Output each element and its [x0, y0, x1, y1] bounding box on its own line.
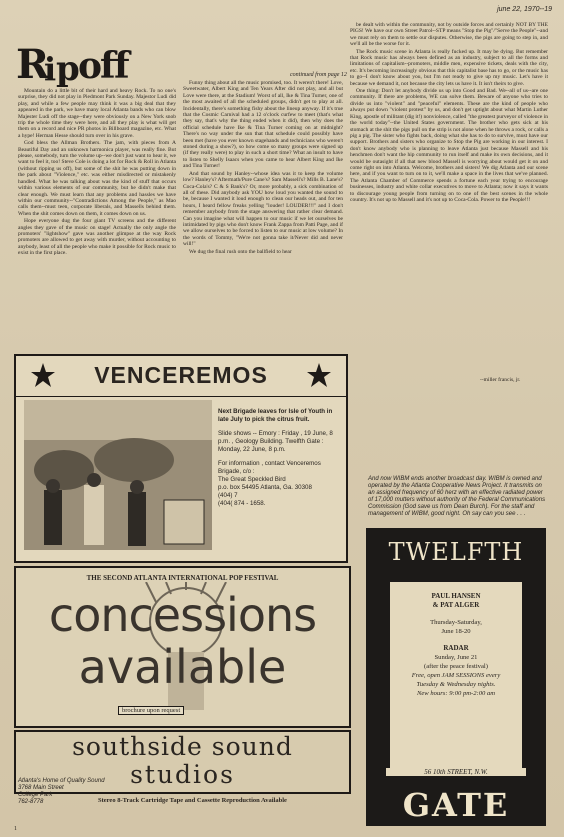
brigade-photo — [24, 400, 212, 550]
festival-heading: THE SECOND ATLANTA INTERNATIONAL POP FESTIVAL — [86, 574, 279, 582]
paragraph: One thing: Don't let anybody divide us up into Good and Bad. We--all of us--are one community. If there are problems, WE can solve them. Beware of anyone who tries to divide us into "violent" and "peaceful" elements. These are the kind of people who always put down "violent protest" by us, and don't get uptight about what Martin Luther King, apostle of militant (dig it!) nonviolence, called "the greatest purveyor of violence in the world today"--the United States government. The brother who gets sick at his stomach at the shit the pigs pull on the strip is not alone when he throws a rock, or calls a pig a pig. The sister who fights back, doing what she has to do to survive, must have our support. Brothers and sisters who organize to Stop the Pig are working in our interest. I don't know anybody who is planning to leave Atlanta just because Massell and his henchmen don't want the hip community to run itself and make its own decisions, and it would be outasight if all that new blood Massell is worrying about would get it on and come right on into Atlanta. Welcome, brothers and sisters! We dig Atlanta and our scene here, and if you want to turn on to it, we'll make a space in the lives that we've planned. The Atlanta Chamber of Commerce spends a fortune each year trying to encourage businesses, industry and white collar executives to move to Atlanta; now it says it wants to discourage young people from turning on to one of the best scenes in the whole country. It's not up to Massell and it's not up to Coca-Cola. Power to the People!!! — [350, 88, 548, 203]
paragraph: God bless the Allman Brothers. The jam, with pieces from A Beautiful Day and an unknown harmonica player, was really fine. But please, somebody, turn the volume up--we don't just want to hear it, we want to feel it, too! Steve Cole is doing a lot for Rock & Roll in Atlanta (without ripping us off), but some of the shit he was putting down in the park about "Violence," etc. was either misdirected or mistakenly handled. What he was talking about was the kind of stuff that occurs within various elements of our community, but he didn't make that clear enough. We must learn that any problems and hassles we have within our community--"Contradictions Among the People," as Mao calls them--must teen, corporate liberals, and Massells behind them. When the shit comes down on them, it comes down on us. — [18, 140, 176, 217]
dates: (after the peace festival) — [424, 663, 488, 670]
star-icon — [306, 362, 332, 388]
venceremos-contact: For information , contact Venceremos Brigade, c/o : The Great Speckled Bird p.o. box 54495 Atlanta, Ga. 30308 (404) 7 (404( 874 - 1658. — [218, 460, 321, 507]
paragraph: Mountain do a little bit of their hard and heavy Rock. To no one's surprise, they did not play in Piedmont Park Sunday. Majestor Ludi did play, and while a few people may think it was a big deal that they appeared in the park, we have many local Atlanta bands who can blow Majester Ludi off the stage--they were obviously on a New York snob trip the whole time they were here, and all they play is what will get them on a record and nice PR photos in Billboard magazine, etc. What a hype! Herman Hesse should turn over in his grave. — [18, 88, 176, 139]
note: New hours: 9:00 pm-2:00 am — [416, 690, 496, 697]
gate-title: GATE — [402, 786, 510, 824]
performer: & PAT ALGER — [432, 601, 480, 609]
venceremos-slide-shows: Slide shows -- Emory : Friday , 19 June, 8 p.m. , Geology Building. Twelfth Gate : Monday, 22 June, 8 p.m. — [218, 430, 333, 453]
continued-note: continued from page 12 — [290, 72, 347, 78]
svg-text:o: o — [78, 45, 103, 87]
paragraph: The Rock music scene in Atlanta is really fucked up. It may be dying. But remember that Rock music has always been defined as an industry, subject to all the forms and limitations of capitalism--promoters, middle men, expensive tickets, deals with the city, etc. It's becoming increasingly obvious that this capitalist base has to go, or the music has to go--I don't know about you, but I'm not ready to give up my music. Let's have it because we demand it, not because the city lets us have it. It isn't theirs to give. — [350, 48, 548, 87]
available-word: available — [78, 640, 287, 694]
page-date: june 22, 1970--19 — [497, 6, 552, 13]
paragraph: We dug the final rush onto the ballfield to hear — [189, 248, 292, 255]
venceremos-ad — [14, 354, 348, 563]
divider — [16, 396, 346, 397]
article-column-2 — [183, 80, 343, 350]
concessions-ad — [14, 566, 351, 728]
venceremos-brigade-line: Next Brigade leaves for Isle of Youth in late July to pick the citrus fruit. — [218, 408, 333, 423]
article-signature: --miller francis, jr. — [480, 377, 521, 383]
performer: RADAR — [443, 644, 469, 652]
brochure-request: brochure upon request — [118, 706, 184, 715]
paragraph: Funny thing about all the music promised, too. It weren't there! Love, Sweetwater, Albert King and Ten Years After did not play, and all but Love were there, at the Stadium! Worst of all, Ike & Tina Turner, one of the most awaited of all the scheduled groups, didn't get to play at all. Incidentally, there's something fishy about the lineup anyway. If it's true that the Cosmic Carnival had a 12 o'clock curfew to meet (that's what they say, that's why the thing ended when it did), then why does the official schedule have Ike & Tina Turner coming on at midnight? There's no way under the sun that that schedule could possibly have been met (have you ever known stagehands and technicians who weren't stoned during a show?), so how come so many groups were signed up (if they really were) to play in such a short time? What an insult to have to listen to Shelly Isaacs when you came to hear Albert King and Ike and Tina Turner! — [183, 80, 343, 170]
dates: June 18-20 — [441, 628, 471, 635]
southside-title: southside sound — [72, 732, 293, 761]
svg-text:ff: ff — [100, 45, 130, 87]
venceremos-info — [218, 408, 340, 508]
wibm-notice: And now WIBM ends another broadcast day. WIBM is owned and operated by the Atlanta Cooperative News Project. It transmits on an assigned frequency of 60 herz with an effective radiated power of 17,000 mutters without authority of the Federal Communications Commission (God save us from Dean Burch). For the staff and management of WIBM, good night. Oh say can you see . . . — [368, 476, 546, 517]
paragraph: Hope everyone dug the four giant TV screens and the different angles they gave of the music on stage! Actually the only angle the promoters' "lightshow" gave was another glimpse at the way Rock promoters are allowed to get away with murder, without accounting to anybody, least of all the people who make it possible for Rock music to exist in the first place. — [18, 218, 176, 257]
paragraph: be dealt with within the community, not by outside forces and certainly NOT BY THE PIGS! We have our own Street Patrol--STP means "Stop the Pig"/"Serve the People"--and we must rely on them to settle our disputes. Otherwise, the pigs are going to step in, and we'll all be the worse for it. — [350, 22, 548, 48]
paragraph: And that sound by Hanley--whose idea was it to keep the volume low? Hanley's? Aftermath/Pure Cane's? Sam Massell's? Mills B. Lane's? Coca-Cola's? C & S Bank's? Or, more probably, a sick combination of all of these. Did anybody ask YOU how loud you wanted the sound to be, because I wanted it loud enough to clean our heads out, and for ten hours, I heard fellow freaks yelling "louder! LOUDER!!!" and I don't remember anybody from the stage answering that rather clear demand. Can you imagine what will happen to our music if we let ourselves be intimidated by pigs who don't know Frank Zappa from Patti Page, and if we allow ourselves to be forced to listen to our music at low volume? In the words of Tommy, "We're not gonna take it/Never did and never will!" — [183, 170, 343, 248]
note: Free, open JAM SESSIONS every — [411, 672, 501, 679]
twelfth-gate-ad — [366, 528, 546, 826]
dates: Thursday-Saturday, — [430, 619, 482, 626]
article-column-1 — [18, 88, 176, 338]
svg-text:p: p — [56, 49, 80, 88]
twelfth-address: 56 10th STREET, N.W. — [386, 768, 526, 776]
southside-footer: Stereo 8-Track Cartridge Tape and Cassette Reproduction Available — [98, 797, 287, 804]
dates: Sunday, June 21 — [434, 654, 478, 661]
southside-address: Atlanta's Home of Quality Sound 3768 Main Street College Park 762-8778 — [18, 778, 105, 805]
svg-text:i: i — [44, 50, 57, 88]
note: Tuesday & Wednesday nights. — [416, 681, 496, 688]
concessions-word: concessions — [48, 588, 317, 642]
venceremos-title: VENCEREMOS — [94, 362, 268, 388]
svg-text:R: R — [16, 41, 48, 88]
performer: PAUL HANSEN — [431, 592, 481, 600]
studios-title: studios — [130, 760, 235, 789]
twelfth-title: TWELFTH — [388, 538, 524, 566]
ripoff-title-logo — [14, 36, 134, 88]
twelfth-schedule — [390, 582, 522, 770]
article-column-3 — [350, 22, 548, 377]
page-number: 1 — [14, 826, 17, 832]
